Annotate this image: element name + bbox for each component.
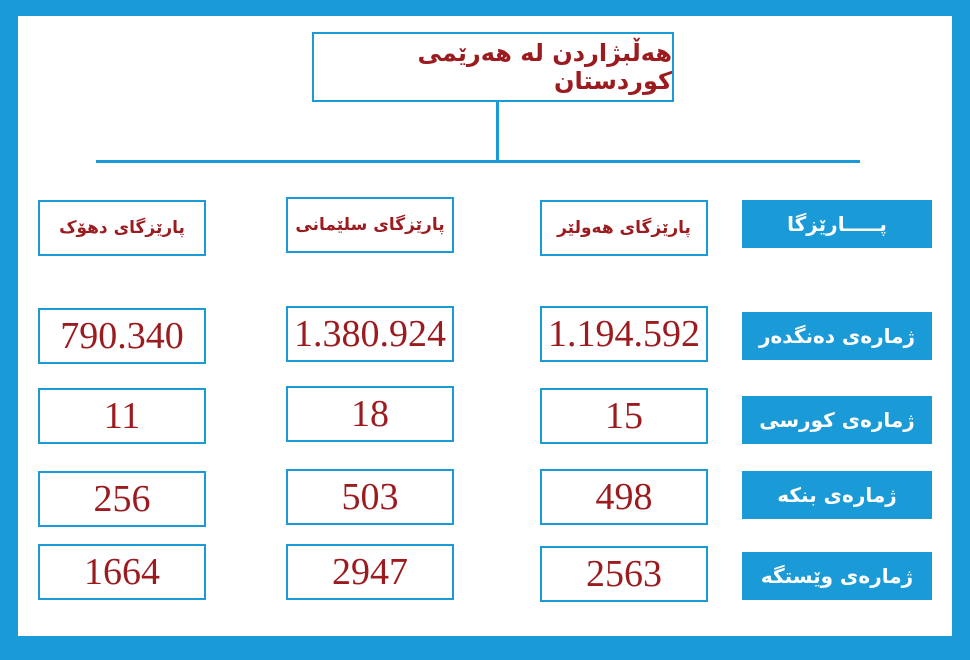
- connector-vertical-line: [496, 102, 499, 162]
- row-label-polling-stations: ژمارەی وێستگە: [742, 552, 932, 600]
- sulaymaniyah-seats: 18: [286, 386, 454, 442]
- diagram-panel: [18, 16, 952, 636]
- duhok-seats: 11: [38, 388, 206, 444]
- row-label-province: پـــــارێزگا: [742, 200, 932, 248]
- erbil-polling-centers: 498: [540, 469, 708, 525]
- erbil-seats: 15: [540, 388, 708, 444]
- diagram-title: هەڵبژاردن لە هەرێمی کوردستان: [312, 32, 674, 102]
- duhok-voters: 790.340: [38, 308, 206, 364]
- duhok-polling-stations: 1664: [38, 544, 206, 600]
- sulaymaniyah-polling-centers: 503: [286, 469, 454, 525]
- erbil-polling-stations: 2563: [540, 546, 708, 602]
- connector-horizontal-line: [96, 160, 860, 163]
- erbil-voters: 1.194.592: [540, 306, 708, 362]
- duhok-polling-centers: 256: [38, 471, 206, 527]
- row-label-seats: ژمارەی کورسی: [742, 396, 932, 444]
- province-header-sulaymaniyah: پارێزگای سلێمانی: [286, 197, 454, 253]
- sulaymaniyah-voters: 1.380.924: [286, 306, 454, 362]
- sulaymaniyah-polling-stations: 2947: [286, 544, 454, 600]
- province-header-duhok: پارێزگای دهۆک: [38, 200, 206, 256]
- row-label-voters: ژمارەی دەنگدەر: [742, 312, 932, 360]
- province-header-erbil: پارێزگای هەولێر: [540, 200, 708, 256]
- row-label-polling-centers: ژمارەی بنکە: [742, 471, 932, 519]
